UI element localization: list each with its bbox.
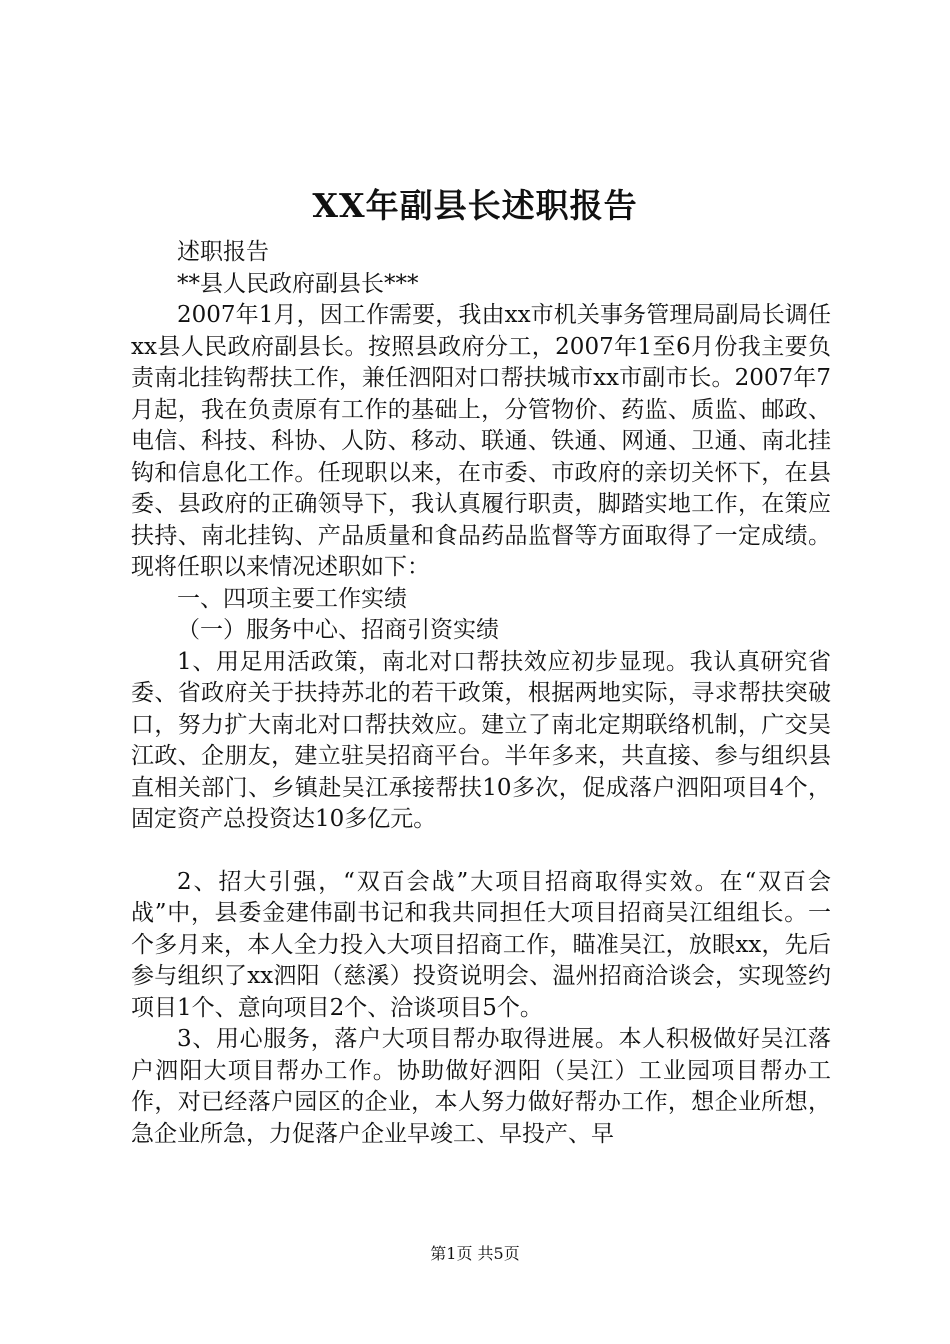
paragraph-author-line: **县人民政府副县长***: [177, 270, 419, 297]
paragraph-heading-label: 述职报告: [177, 239, 269, 265]
document-body: [131, 237, 831, 1150]
subsection-heading: （一）服务中心、招商引资实绩: [177, 617, 499, 643]
document-title: XX年副县长述职报告: [312, 186, 638, 225]
paragraph-spacer: [131, 836, 831, 867]
paragraph-item-3: 3、用心服务，落户大项目帮办取得进展。本人积极做好吴江落户泗阳大项目帮办工作。协助做好泗阳（吴江）工业园项目帮办工作，对已经落户园区的企业，本人努力做好帮办工作，想企业所想，急企业所急，力促落户企业早竣工、早投产、早: [131, 1026, 831, 1147]
paragraph-intro: 2007年1月，因工作需要，我由xx市机关事务管理局副局长调任xx县人民政府副县长。按照县政府分工，2007年1至6月份我主要负责南北挂钩帮扶工作，兼任泗阳对口帮扶城市xx市副市长。2007年7月起，我在负责原有工作的基础上，分管物价、药监、质监、邮政、电信、科技、科协、人防、移动、联通、铁通、网通、卫通、南北挂钩和信息化工作。任现职以来，在市委、市政府的亲切关怀下，在县委、县政府的正确领导下，我认真履行职责，脚踏实地工作，在策应扶持、南北挂钩、产品质量和食品药品监督等方面取得了一定成绩。现将任职以来情况述职如下：: [131, 302, 831, 580]
paragraph-item-2: 2、招大引强，“双百会战”大项目招商取得实效。在“双百会战”中，县委金建伟副书记和我共同担任大项目招商吴江组组长。一个多月来，本人全力投入大项目招商工作，瞄准吴江，放眼xx，先后参与组织了xx泗阳（慈溪）投资说明会、温州招商洽谈会，实现签约项目1个、意向项目2个、洽谈项目5个。: [131, 868, 831, 1021]
section-heading: 一、四项主要工作实绩: [177, 585, 407, 612]
paragraph-item-1: 1、用足用活政策，南北对口帮扶效应初步显现。我认真研究省委、省政府关于扶持苏北的若干政策，根据两地实际，寻求帮扶突破口，努力扩大南北对口帮扶效应。建立了南北定期联络机制，广交吴江政、企朋友，建立驻吴招商平台。半年多来，共直接、参与组织县直相关部门、乡镇赴吴江承接帮扶10多次，促成落户泗阳项目4个，固定资产总投资达10多亿元。: [131, 648, 831, 832]
page-footer: 第1页 共5页: [430, 1244, 520, 1263]
